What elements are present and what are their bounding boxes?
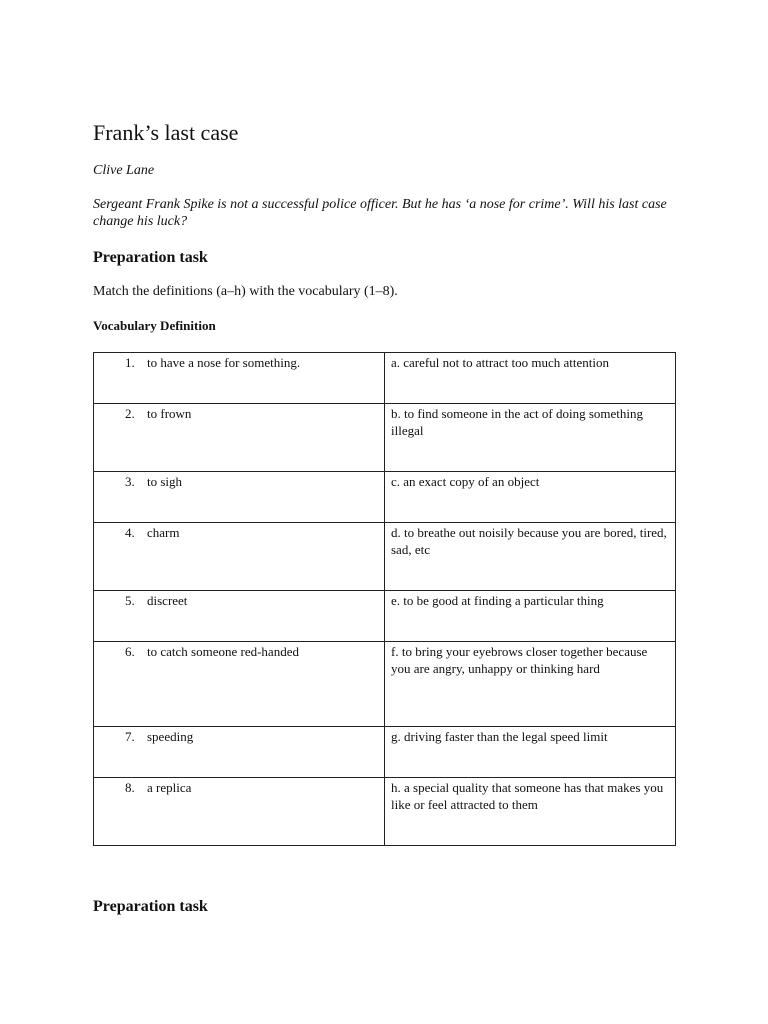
section-heading-preparation-task-2: Preparation task — [93, 898, 208, 915]
item-number: 7. — [125, 729, 135, 744]
vocab-cell — [94, 591, 385, 642]
vocab-term: a replica — [147, 780, 192, 795]
section-heading-preparation-task: Preparation task — [93, 249, 208, 266]
definition-cell: c. an exact copy of an object — [385, 472, 676, 523]
vocab-cell — [94, 472, 385, 523]
vocab-term: discreet — [147, 593, 188, 608]
instruction-text: Match the definitions (a–h) with the vocabulary (1–8). — [93, 284, 398, 299]
definition-cell: g. driving faster than the legal speed limit — [385, 727, 676, 778]
item-number: 8. — [125, 780, 135, 795]
table-caption: Vocabulary Definition — [93, 318, 216, 333]
item-number: 4. — [125, 525, 135, 540]
vocab-term: speeding — [147, 729, 194, 744]
vocab-cell — [94, 353, 385, 404]
vocab-term: to sigh — [147, 474, 183, 489]
definition-cell: h. a special quality that someone has that makes you like or feel attracted to them — [385, 778, 676, 846]
intro-paragraph: Sergeant Frank Spike is not a successful police officer. But he has ‘a nose for crime’. Will his last case change his luck? — [93, 197, 667, 229]
vocab-term: to have a nose for something. — [147, 355, 301, 370]
page-title: Frank’s last case — [93, 120, 239, 145]
definition-cell: d. to breathe out noisily because you are bored, tired, sad, etc — [385, 523, 676, 591]
vocab-cell — [94, 523, 385, 591]
table-row — [94, 642, 676, 727]
vocab-term: to frown — [147, 406, 192, 421]
author-name: Clive Lane — [93, 163, 155, 178]
item-number: 1. — [125, 355, 135, 370]
table-row — [94, 472, 676, 523]
vocab-term: charm — [147, 525, 180, 540]
table-row — [94, 404, 676, 472]
item-number: 5. — [125, 593, 135, 608]
vocab-term: to catch someone red-handed — [147, 644, 299, 659]
definition-cell: b. to find someone in the act of doing something illegal — [385, 404, 676, 472]
item-number: 2. — [125, 406, 135, 421]
item-number: 6. — [125, 644, 135, 659]
definition-cell: f. to bring your eyebrows closer together because you are angry, unhappy or thinking hard — [385, 642, 676, 727]
table-row — [94, 353, 676, 404]
table-row — [94, 591, 676, 642]
table-row — [94, 778, 676, 846]
item-number: 3. — [125, 474, 135, 489]
table-row — [94, 523, 676, 591]
vocab-cell — [94, 727, 385, 778]
table-row — [94, 727, 676, 778]
vocab-cell — [94, 404, 385, 472]
vocabulary-table — [93, 352, 676, 846]
vocab-cell — [94, 778, 385, 846]
definition-cell: e. to be good at finding a particular thing — [385, 591, 676, 642]
vocab-cell — [94, 642, 385, 727]
definition-cell: a. careful not to attract too much attention — [385, 353, 676, 404]
